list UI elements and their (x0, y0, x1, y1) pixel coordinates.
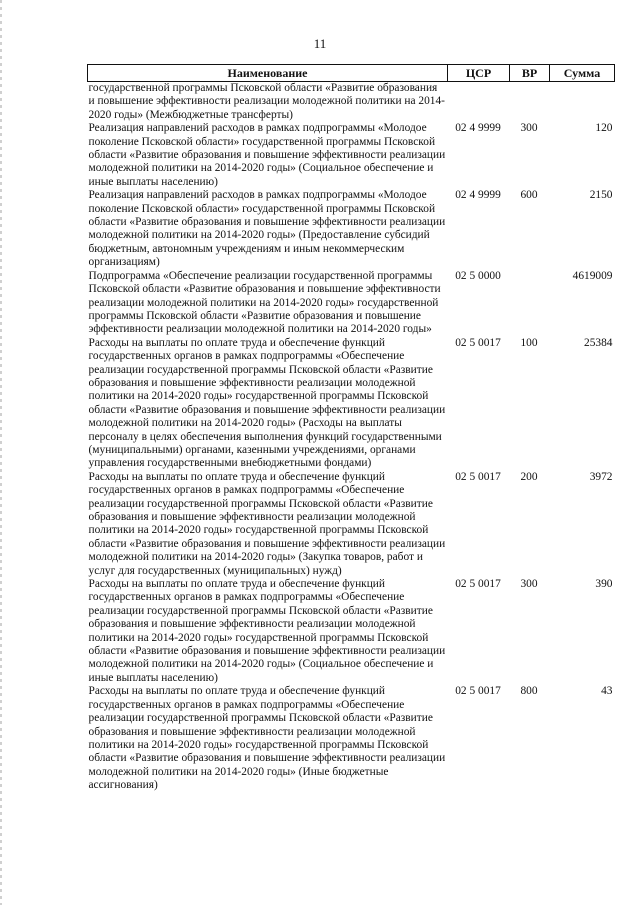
row-vr (510, 82, 550, 123)
row-vr: 600 (520, 189, 538, 202)
row-csr: 02 5 0017 (455, 685, 501, 698)
row-name: Расходы на выплаты по оплате труда и обеспечение функций государственных органов в рамках подпрограммы «Обеспечение реализации государственной программы Псковской области «Развитие образования и повышение эффективности реализации молодежной политики на 2014-2020 годы» государственной программы Псковской области «Развитие образования и повышение эффективности реализации молодежной политики на 2014-2020 годы» (Закупка товаров, работ и услуг для государственных (муниципальных) нужд) (88, 470, 446, 577)
row-sum: 390 (595, 578, 613, 591)
table-row (88, 122, 615, 189)
table-row (88, 578, 615, 685)
row-csr: 02 5 0017 (455, 336, 501, 349)
row-csr: 02 4 9999 (455, 189, 501, 202)
row-sum: 3972 (589, 470, 613, 483)
row-sum: 2150 (589, 189, 613, 202)
row-name: Реализация направлений расходов в рамках подпрограммы «Молодое поколение Псковской области» государственной программы Псковской области «Развитие образования и повышение эффективности реализации молодежной политики на 2014-2020 годы» (Социальное обеспечение и иные выплаты населению) (88, 122, 446, 188)
row-sum: 43 (601, 685, 613, 698)
column-header-vr: ВР (510, 65, 550, 82)
table-row (88, 685, 615, 792)
row-sum: 25384 (584, 336, 613, 349)
table-row (88, 82, 615, 123)
row-vr (510, 270, 550, 337)
table-row (88, 189, 615, 269)
table-header-row (88, 65, 615, 82)
row-name: Расходы на выплаты по оплате труда и обеспечение функций государственных органов в рамках подпрограммы «Обеспечение реализации государственной программы Псковской области «Развитие образования и повышение эффективности реализации молодежной политики на 2014-2020 годы» государственной программы Псковской области «Развитие образования и повышение эффективности реализации молодежной политики на 2014-2020 годы» (Социальное обеспечение и иные выплаты населению) (88, 578, 446, 684)
column-header-csr: ЦСР (448, 65, 510, 82)
row-csr: 02 5 0017 (455, 578, 501, 591)
table-row (88, 337, 615, 471)
row-name: Расходы на выплаты по оплате труда и обеспечение функций государственных органов в рамках подпрограммы «Обеспечение реализации государственной программы Псковской области «Развитие образования и повышение эффективности реализации молодежной политики на 2014-2020 годы» государственной программы Псковской области «Развитие образования и повышение эффективности реализации молодежной политики на 2014-2020 годы» (Расходы на выплаты персоналу в целях обеспечения выполнения функций государственными (муниципальными) органами, казенными учреждениями, органами управления государственными внебюджетными фондами) (88, 336, 446, 470)
row-name: Расходы на выплаты по оплате труда и обеспечение функций государственных органов в рамках подпрограммы «Обеспечение реализации государственной программы Псковской области «Развитие образования и повышение эффективности реализации молодежной политики на 2014-2020 годы» государственной программы Псковской области «Развитие образования и повышение эффективности реализации молодежной политики на 2014-2020 годы» (Иные бюджетные ассигнования) (88, 685, 446, 792)
row-vr: 300 (520, 578, 538, 591)
row-csr (448, 82, 510, 123)
row-sum: 120 (595, 122, 613, 135)
row-vr: 800 (520, 685, 538, 698)
scan-edge (0, 0, 2, 905)
row-name: государственной программы Псковской области «Развитие образования и повышение эффективности реализации молодежной политики на 2014-2020 годы» (Межбюджетные трансферты) (88, 82, 445, 121)
table-row (88, 270, 615, 337)
row-name: Реализация направлений расходов в рамках подпрограммы «Молодое поколение Псковской области» государственной программы Псковской области «Развитие образования и повышение эффективности реализации молодежной политики на 2014-2020 годы» (Предоставление субсидий бюджетным, автономным учреждениям и иным некоммерческим организациям) (88, 189, 446, 269)
row-csr: 02 5 0017 (455, 470, 501, 483)
row-sum: 4619009 (572, 269, 613, 282)
row-csr: 02 4 9999 (455, 122, 501, 135)
budget-table (87, 64, 615, 793)
row-csr: 02 5 0000 (455, 269, 501, 282)
column-header-sum: Сумма (550, 65, 615, 82)
row-sum (550, 82, 615, 123)
row-name: Подпрограмма «Обеспечение реализации государственной программы Псковской области «Развитие образования и повышение эффективности реализации молодежной политики на 2014-2020 годы» государственной программы Псковской области «Развитие образования и повышение эффективности реализации молодежной политики на 2014-2020 годы» (88, 269, 441, 336)
row-vr: 300 (520, 122, 538, 135)
table-row (88, 471, 615, 578)
row-vr: 100 (520, 336, 538, 349)
row-vr: 200 (520, 470, 538, 483)
column-header-name: Наименование (88, 65, 448, 82)
page-number: 11 (313, 36, 327, 51)
